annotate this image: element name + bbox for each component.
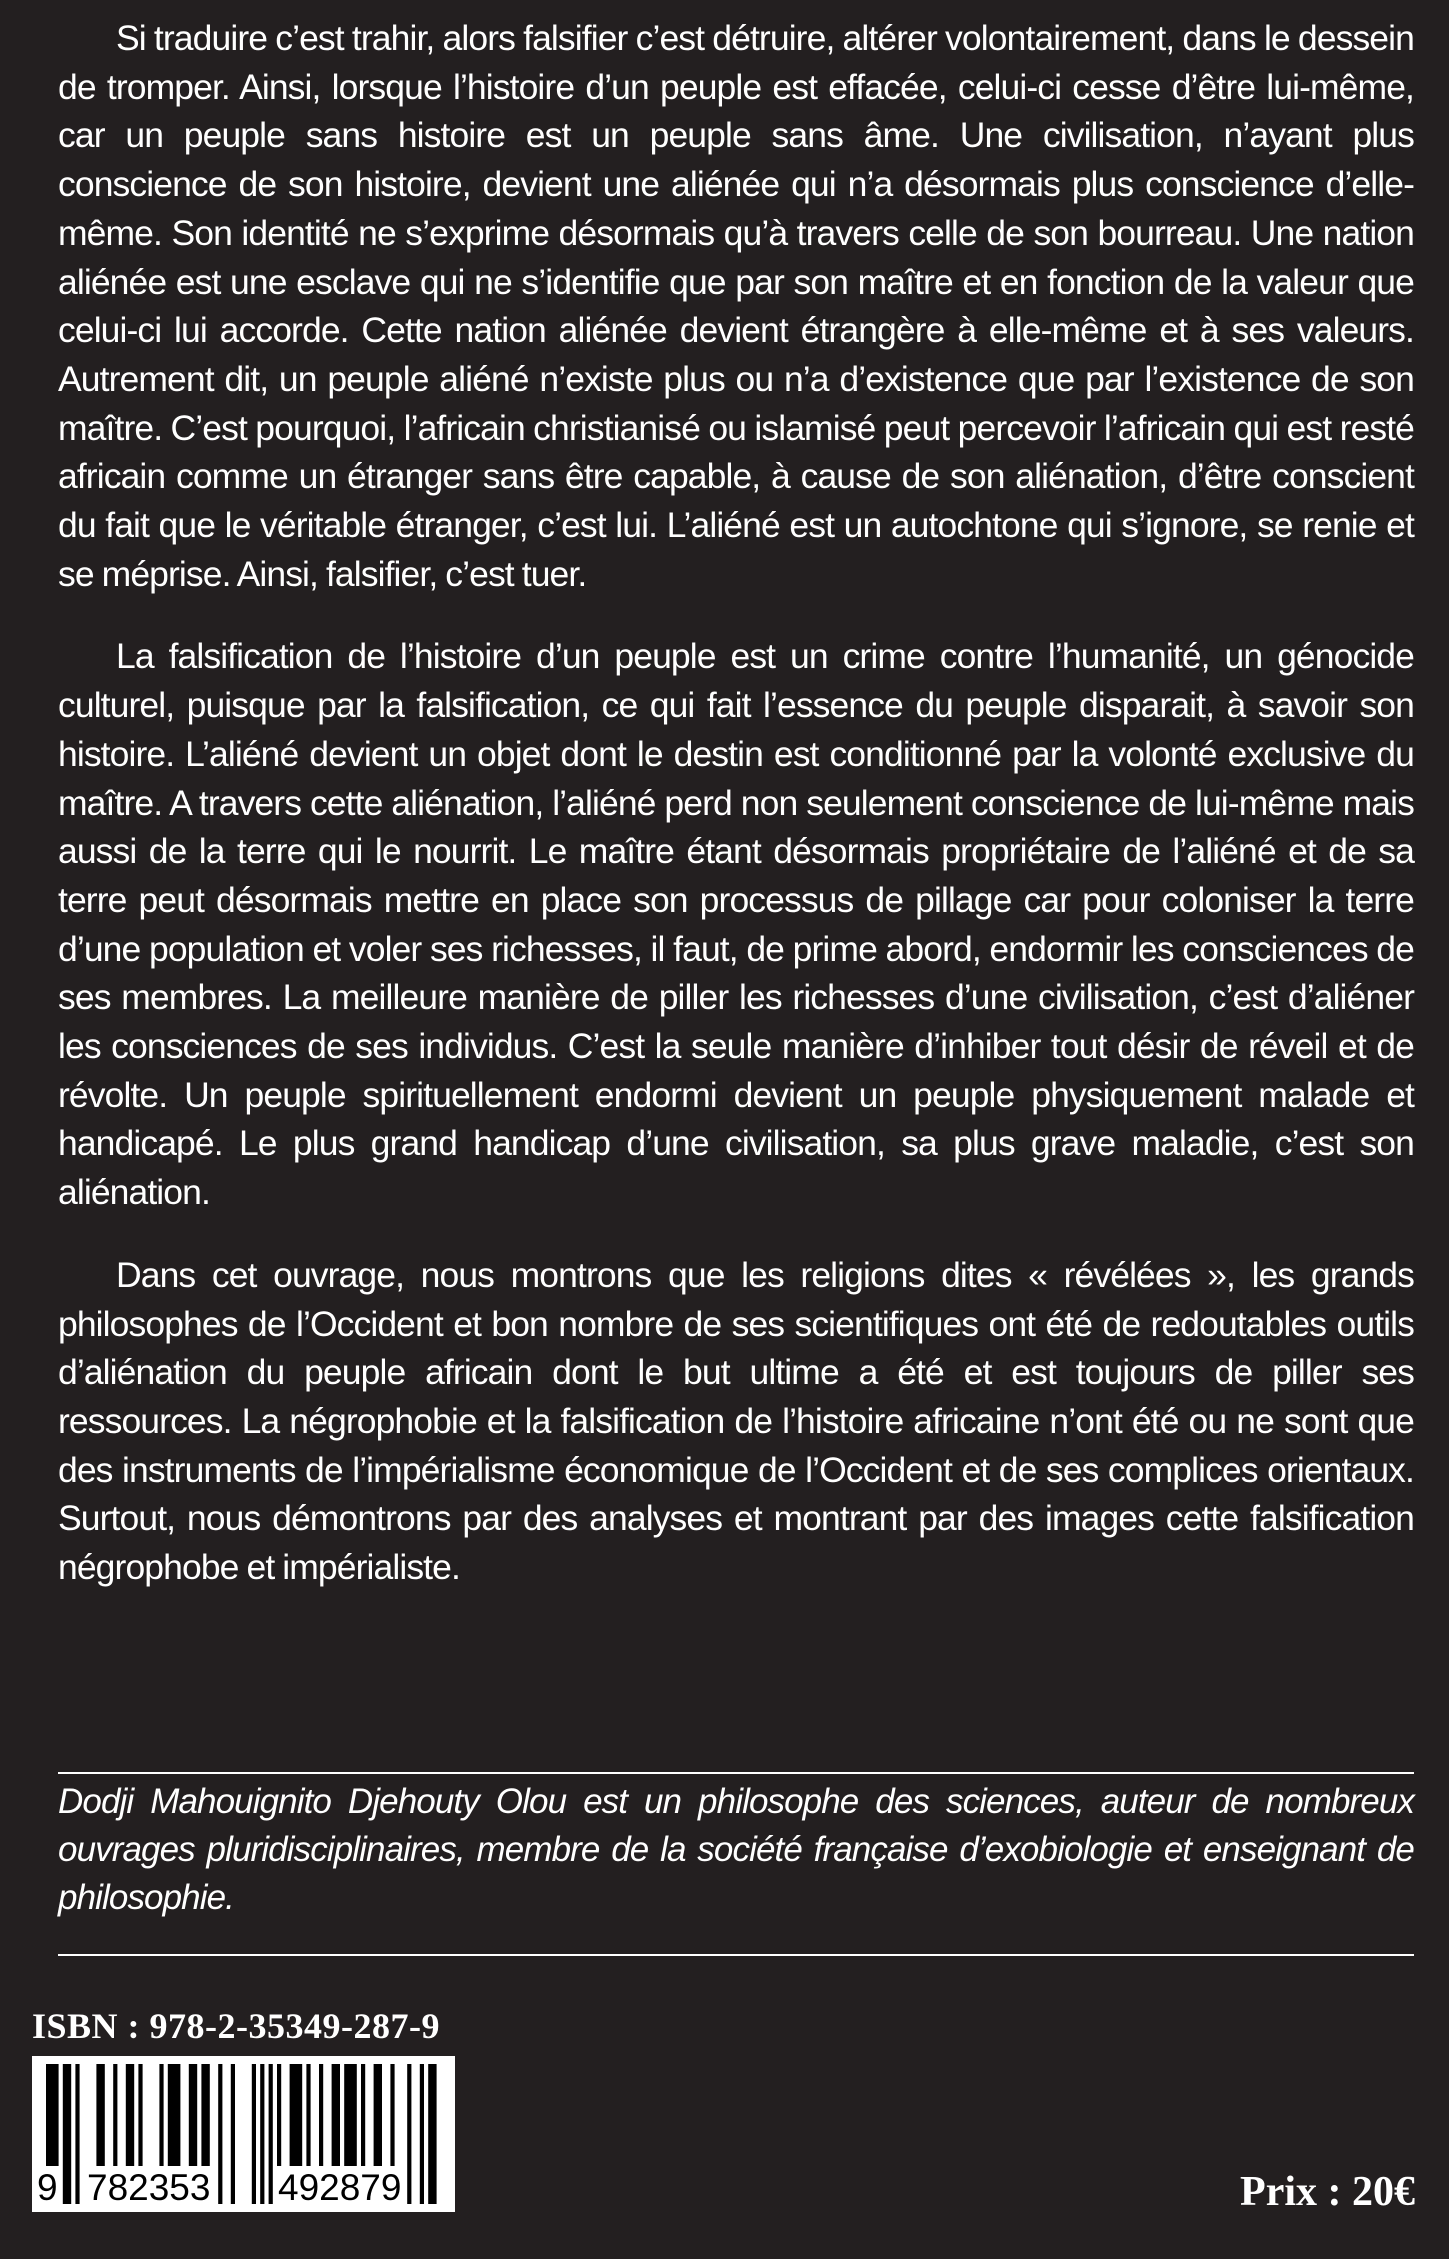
bio-top-divider — [58, 1772, 1414, 1774]
isbn-label: ISBN : 978-2-35349-287-9 — [32, 2006, 440, 2046]
price-label: Prix : 20€ — [1240, 2169, 1415, 2215]
isbn-barcode — [32, 2056, 455, 2212]
barcode-digits-left: 782353 — [84, 2166, 213, 2210]
bio-bottom-divider — [58, 1954, 1414, 1956]
back-cover-blurb — [58, 14, 1414, 1626]
blurb-paragraph-1: Si traduire c’est trahir, alors falsifier c’est détruire, altérer volontairement, dans le dessein de tromper. Ainsi, lorsque l’histoire d’un peuple est effacée, celui-ci cesse d’être lui-même, car un peuple sans histoire est un peuple sans âme. Une civilisation, n’ayant plus conscience de son histoire, devient une aliénée qui n’a désormais plus conscience d’elle-même. Son identité ne s’exprime désormais qu’à travers celle de son bourreau. Une nation aliénée est une esclave qui ne s’identifie que par son maître et en fonction de la valeur que celui-ci lui accorde. Cette nation aliénée devient étrangère à elle-même et à ses valeurs. Autrement dit, un peuple aliéné n’existe plus ou n’a d’existence que par l’existence de son maître. C’est pourquoi, l’africain christianisé ou islamisé peut percevoir l’africain qui est resté africain comme un étranger sans être capable, à cause de son aliénation, d’être conscient du fait que le véritable étranger, c’est lui. L’aliéné est un autochtone qui s’ignore, se renie et se méprise. Ainsi, falsifier, c’est tuer. — [58, 18, 1414, 594]
blurb-paragraph-3: Dans cet ouvrage, nous montrons que les religions dites « révélées », les grands philosophes de l’Occident et bon nombre de ses scientifiques ont été de redoutables outils d’aliénation du peuple africain dont le but ultime a été et est toujours de piller ses ressources. La négrophobie et la falsification de l’histoire africaine n’ont été ou ne sont que des instruments de l’impérialisme économique de l’Occident et de ses complices orientaux. Surtout, nous démontrons par des analyses et montrant par des images cette falsification négrophobe et impérialiste. — [58, 1254, 1414, 1588]
barcode-digits-right: 492879 — [275, 2166, 404, 2210]
barcode-digits — [32, 2166, 455, 2210]
author-bio: Dodji Mahouignito Djehouty Olou est un philosophe des sciences, auteur de nombreux ouvrages pluridisciplinaires, membre de la société française d’exobiologie et enseignant de philosophie. — [58, 1782, 1414, 1917]
blurb-paragraph-2: La falsification de l’histoire d’un peuple est un crime contre l’humanité, un génocide culturel, puisque par la falsification, ce qui fait l’essence du peuple disparait, à savoir son histoire. L’aliéné devient un objet dont le destin est conditionné par la volonté exclusive du maître. A travers cette aliénation, l’aliéné perd non seulement conscience de lui-même mais aussi de la terre qui le nourrit. Le maître étant désormais propriétaire de l’aliéné et de sa terre peut désormais mettre en place son processus de pillage car pour coloniser la terre d’une population et voler ses richesses, il faut, de prime abord, endormir les consciences de ses membres. La meilleure manière de piller les richesses d’une civilisation, c’est d’aliéner les consciences de ses individus. C’est la seule manière d’inhiber tout désir de réveil et de révolte. Un peuple spirituellement endormi devient un peuple physiquement malade et handicapé. Le plus grand handicap d’une civilisation, sa plus grave maladie, c’est son aliénation. — [58, 636, 1414, 1213]
barcode-digit-first: 9 — [34, 2166, 61, 2210]
